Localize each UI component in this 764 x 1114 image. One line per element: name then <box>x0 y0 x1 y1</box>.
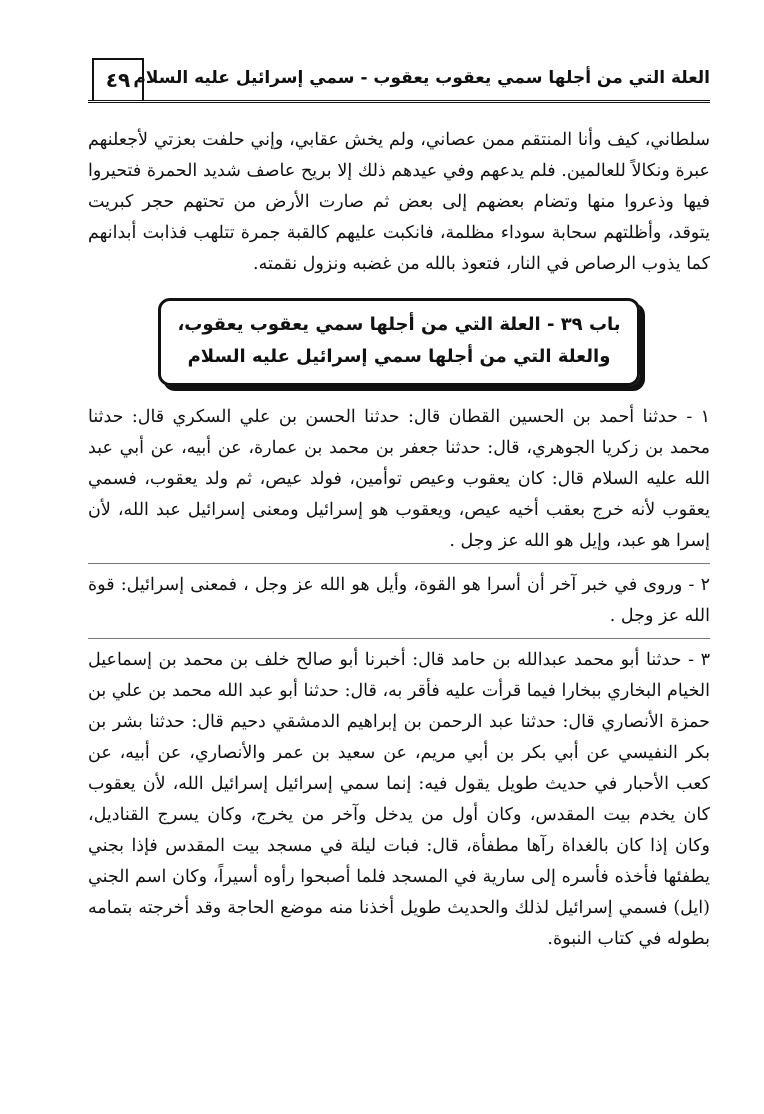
chapter-heading-box <box>158 298 640 386</box>
hadith-2 <box>88 570 710 632</box>
chapter-heading-line-2: والعلة التي من أجلها سمي إسرائيل عليه السلام <box>187 345 611 367</box>
chapter-heading-line-1: باب ٣٩ - العلة التي من أجلها سمي يعقوب يعقوب، <box>177 313 621 335</box>
hadith-text: ٣ - حدثنا أبو محمد عبدالله بن حامد قال: أخبرنا أبو صالح خلف بن محمد بن إسماعيل الخيام البخاري ببخارا فيما قرأت عليه فأقر به، قال: حدثنا أبو عبد الله محمد بن علي بن حمزة الأنصاري قال: حدثنا عبد الرحمن بن إبراهيم الدمشقي دحيم قال: حدثنا بشر بن بكر النفيسي عن أبي بكر بن أبي مريم، عن سعيد بن عمر والأنصاري، عن أبيه، عن كعب الأحبار في حديث طويل يقول فيه: إنما سمي إسرائيل إسرائيل الله، لأن يعقوب كان يخدم بيت المقدس، وكان أول من يدخل وآخر من يخرج، وكان يسرج القناديل، وكان إذا كان بالغداة رآها مطفأة، قال: فبات ليلة في مسجد بيت المقدس فإذا بجني يطفئها فأخذه فأسره إلى سارية في المسجد فلما أصبحوا رأوه أسيراً، وكان اسم الجني (ايل) فسمي إسرائيل لذلك والحديث طويل أخذنا منه موضع الحاجة وقد أخرجته بتمامه بطوله في كتاب النبوة. <box>88 649 710 949</box>
hadith-separator <box>88 638 710 639</box>
hadith-3 <box>88 645 710 955</box>
hadith-text: ١ - حدثنا أحمد بن الحسين القطان قال: حدثنا الحسن بن علي السكري قال: حدثنا محمد بن زكريا الجوهري، قال: حدثنا جعفر بن محمد بن عمارة، عن أبيه، عن أبي عبد الله عليه السلام قال: كان يعقوب وعيص توأمين، فولد عيص، ثم ولد يعقوب، فسمي يعقوب لأنه خرج بعقب أخيه عيص، ويعقوب هو إسرائيل ومعنى إسرائيل عبد الله، لأن إسرا هو عبد، وإيل هو الله عز وجل . <box>88 406 710 551</box>
running-header <box>88 54 710 103</box>
header-title: العلة التي من أجلها سمي يعقوب يعقوب - سمي إسرائيل عليه السلام <box>133 68 710 88</box>
hadith-separator <box>88 563 710 564</box>
hadith-1 <box>88 402 710 557</box>
hadith-text: ٢ - وروى في خبر آخر أن أسرا هو القوة، وأيل هو الله عز وجل ، فمعنى إسرائيل: قوة الله عز وجل . <box>88 574 710 626</box>
book-page <box>88 54 710 1084</box>
intro-paragraph: سلطاني، كيف وأنا المنتقم ممن عصاني، ولم يخش عقابي، وإني حلفت بعزتي لأجعلنهم عبرة ونكالاً للعالمين. فلم يدعهم وفي عيدهم ذلك إلا بريح عاصف شديد الحمرة فتحيروا فيها وذعروا منها وتضام بعضهم إلى بعض ثم صارت الأرض من تحتهم حجر كبريت يتوقد، وأظلتهم سحابة سوداء مظلمة، فانكبت عليهم كالقبة جمرة تتلهب فذابت أبدانهم كما يذوب الرصاص في النار، فتعوذ بالله من غضبه ونزول نقمته. <box>88 130 710 274</box>
chapter-heading-wrap <box>88 298 710 386</box>
page-number: ٤٩ <box>92 58 144 100</box>
